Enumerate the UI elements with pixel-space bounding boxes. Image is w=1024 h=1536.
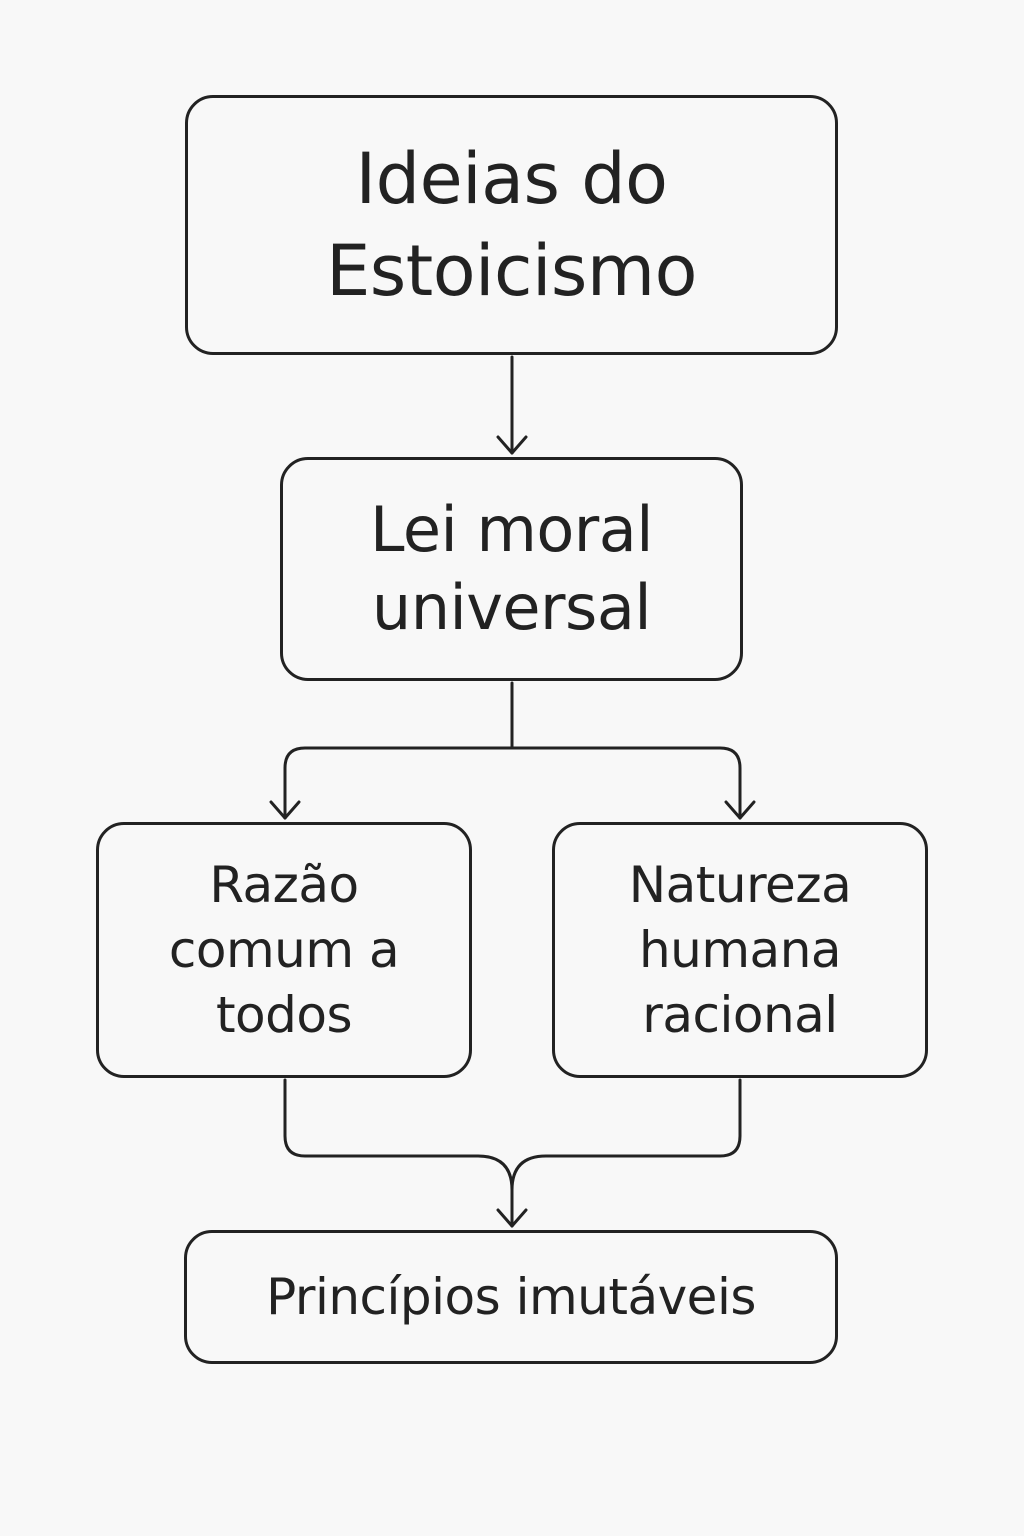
node-natureza-humana-racional <box>552 822 928 1078</box>
node-ideias-do-estoicismo <box>185 95 838 355</box>
node-label: Lei moral universal <box>369 493 654 644</box>
edge-reason-to-principles <box>285 1080 512 1226</box>
node-principios-imutaveis <box>184 1230 838 1364</box>
edge-law-to-reason <box>285 748 512 818</box>
node-label: Princípios imutáveis <box>266 1268 756 1326</box>
edge-law-to-nature <box>512 748 740 818</box>
node-label: Razão comum a todos <box>168 855 400 1044</box>
edge-nature-to-principles <box>512 1080 740 1190</box>
node-label: Natureza humana racional <box>628 855 852 1044</box>
node-label: Ideias do Estoicismo <box>326 138 697 312</box>
node-razao-comum-a-todos <box>96 822 472 1078</box>
node-lei-moral-universal <box>280 457 743 681</box>
